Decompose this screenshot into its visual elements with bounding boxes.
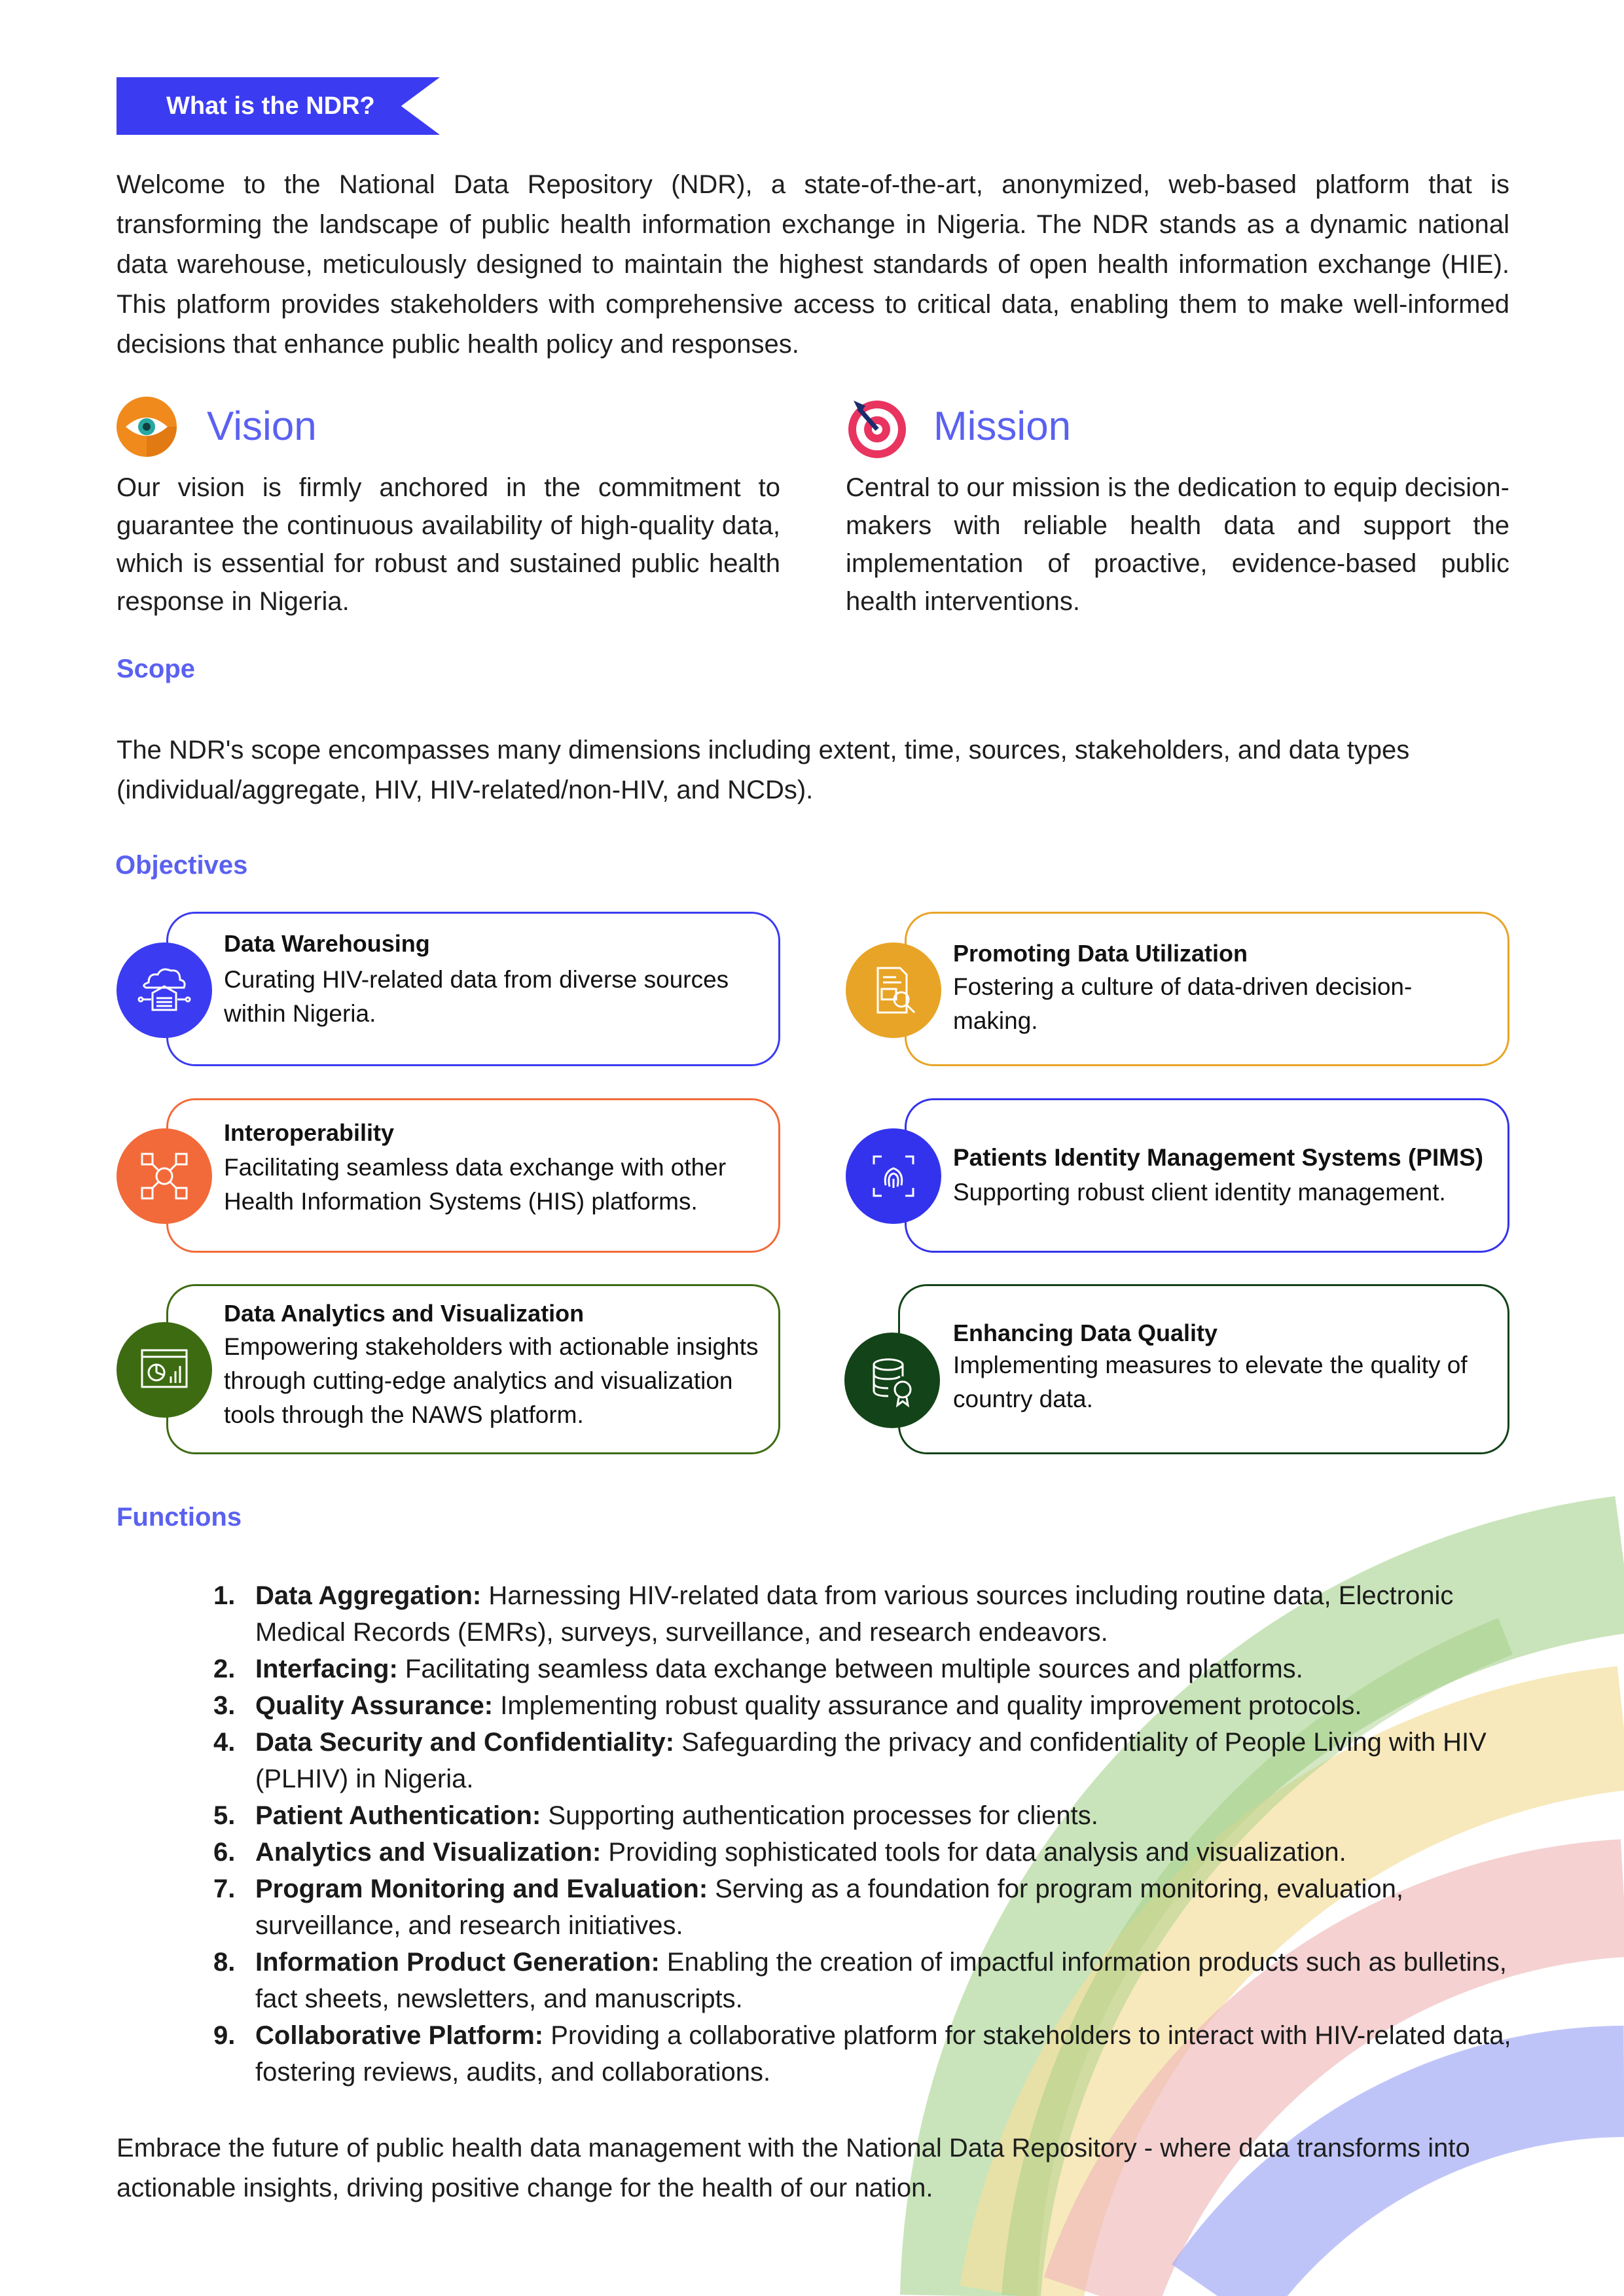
list-item-text: Supporting authentication processes for clients. xyxy=(541,1801,1098,1830)
objective-desc: Fostering a culture of data-driven decision-making. xyxy=(953,973,1413,1034)
list-item xyxy=(255,1724,1538,1797)
database-badge-icon xyxy=(844,1333,940,1428)
list-item-label: Interfacing: xyxy=(255,1655,398,1683)
list-item-label: Collaborative Platform: xyxy=(255,2021,544,2050)
list-item-label: Program Monitoring and Evaluation: xyxy=(255,1874,708,1903)
objective-title: Interoperability xyxy=(224,1119,395,1146)
list-number: 7. xyxy=(213,1874,236,1903)
objective-desc: Facilitating seamless data exchange with other Health Information Systems (HIS) platforms. xyxy=(224,1154,727,1215)
intro-paragraph: Welcome to the National Data Repository (NDR), a state-of-the-art, anonymized, web-based platform that is transforming the landscape of public health information exchange in Nigeria. The NDR stands as a dynamic national data warehouse, meticulously designed to maintain the highest standards of open health information exchange (HIE). This platform provides stakeholders with comprehensive access to critical data, enabling them to make well-informed decisions that enhance public health policy and responses. xyxy=(117,170,1509,359)
mission-title: Mission xyxy=(933,404,1072,449)
scope-text: The NDR's scope encompasses many dimensions including extent, time, sources, stakeholders, and data types (individual/aggregate, HIV, HIV-related/non-HIV, and NCDs). xyxy=(117,736,1410,804)
fingerprint-icon xyxy=(846,1128,941,1224)
list-item xyxy=(255,1834,1538,1871)
list-item-label: Quality Assurance: xyxy=(255,1691,494,1720)
list-item-text: Enabling the creation of impactful information products such as bulletins, fact sheets, newsletters, and manuscripts. xyxy=(255,1948,1507,2013)
objective-desc: Empowering stakeholders with actionable insights through cutting-edge analytics and visualization tools through the NAWS platform. xyxy=(224,1333,759,1428)
list-item xyxy=(255,1797,1538,1834)
list-item-label: Analytics and Visualization: xyxy=(255,1838,602,1867)
eye-icon xyxy=(117,397,177,457)
list-item-label: Patient Authentication: xyxy=(255,1801,541,1830)
analytics-dashboard-icon xyxy=(117,1322,212,1418)
list-item-text: Harnessing HIV-related data from various sources including routine data, Electronic Medical Records (EMRs), surveys, surveillance, and research endeavors. xyxy=(255,1581,1454,1647)
objectives-heading: Objectives xyxy=(115,851,248,880)
report-search-icon xyxy=(846,942,941,1038)
list-item-text: Facilitating seamless data exchange between multiple sources and platforms. xyxy=(397,1655,1303,1683)
objective-title: Patients Identity Management Systems (PIMS) xyxy=(953,1144,1484,1171)
list-item xyxy=(255,1577,1538,1651)
list-number: 4. xyxy=(213,1728,236,1757)
list-item-text: Serving as a foundation for program monitoring, evaluation, surveillance, and research initiatives. xyxy=(255,1874,1403,1940)
scope-heading: Scope xyxy=(117,655,196,683)
objective-title: Data Analytics and Visualization xyxy=(224,1300,585,1327)
list-item-text: Providing sophisticated tools for data analysis and visualization. xyxy=(601,1838,1346,1867)
list-number: 9. xyxy=(213,2021,236,2050)
list-item xyxy=(255,1871,1538,1944)
data-warehouse-icon xyxy=(117,942,212,1038)
list-item xyxy=(255,1651,1538,1687)
list-item xyxy=(255,1687,1538,1724)
list-number: 2. xyxy=(213,1655,236,1683)
list-item-label: Information Product Generation: xyxy=(255,1948,660,1977)
list-item xyxy=(255,2017,1538,2090)
objective-desc: Supporting robust client identity management. xyxy=(953,1179,1446,1206)
objective-title: Promoting Data Utilization xyxy=(953,940,1248,967)
list-item-text: Providing a collaborative platform for stakeholders to interact with HIV-related data, fostering reviews, audits, and collaborations. xyxy=(255,2021,1511,2087)
objective-title: Data Warehousing xyxy=(224,930,430,957)
objective-desc: Implementing measures to elevate the quality of country data. xyxy=(953,1352,1468,1412)
list-number: 8. xyxy=(213,1948,236,1977)
objective-desc: Curating HIV-related data from diverse sources within Nigeria. xyxy=(224,966,729,1027)
functions-heading: Functions xyxy=(117,1503,242,1532)
target-icon xyxy=(846,397,909,459)
list-item-label: Data Aggregation: xyxy=(255,1581,482,1610)
page-title: What is the NDR? xyxy=(166,92,375,120)
list-item xyxy=(255,1944,1538,2017)
list-item-text: Safeguarding the privacy and confidentiality of People Living with HIV (PLHIV) in Nigeria. xyxy=(255,1728,1487,1793)
list-number: 1. xyxy=(213,1581,236,1610)
mission-text: Central to our mission is the dedication to equip decision-makers with reliable health data and support the implementation of proactive, evidence-based public health interventions. xyxy=(846,473,1509,616)
list-item-text: Implementing robust quality assurance and quality improvement protocols. xyxy=(493,1691,1362,1720)
list-number: 6. xyxy=(213,1838,236,1867)
list-item-label: Data Security and Confidentiality: xyxy=(255,1728,675,1757)
list-number: 3. xyxy=(213,1691,236,1720)
vision-text: Our vision is firmly anchored in the commitment to guarantee the continuous availability of high-quality data, which is essential for robust and sustained public health response in Nigeria. xyxy=(117,473,780,616)
vision-title: Vision xyxy=(207,404,317,449)
list-number: 5. xyxy=(213,1801,236,1830)
objective-title: Enhancing Data Quality xyxy=(953,1319,1218,1346)
network-nodes-icon xyxy=(117,1128,212,1224)
closing-paragraph: Embrace the future of public health data management with the National Data Repository - where data transforms into actionable insights, driving positive change for the health of our nation. xyxy=(117,2134,1470,2202)
